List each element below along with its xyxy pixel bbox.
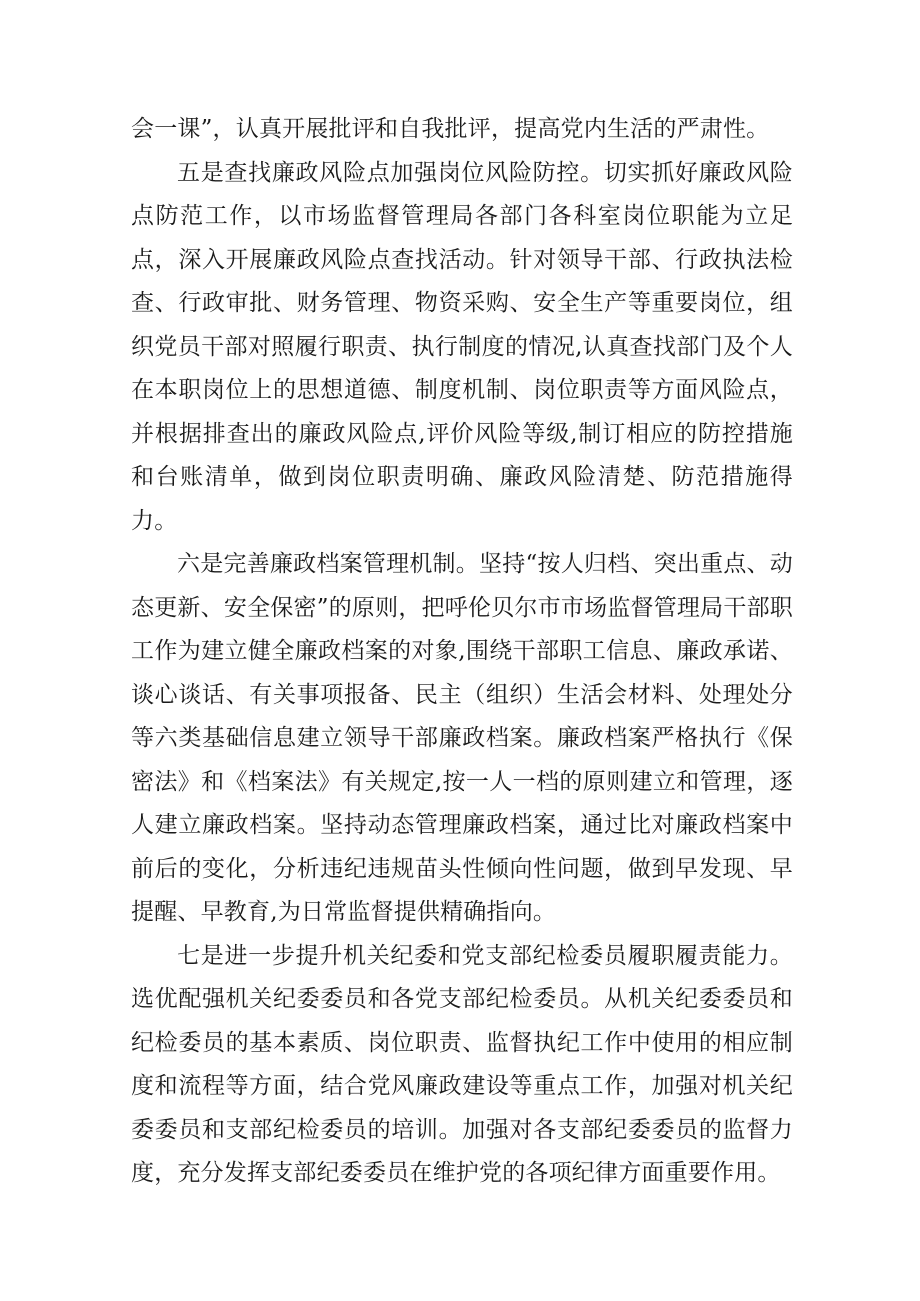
paragraph-five-risk-control: 五是查找廉政风险点加强岗位风险防控。切实抓好廉政风险点防范工作，以市场监督管理局各部门各科室岗位职能为立足点，深入开展廉政风险点查找活动。针对领导干部、行政执法检查、行政审批、财务管理、物资采购、安全生产等重要岗位，组织党员干部对照履行职责、执行制度的情况,认真查找部门及个人在本职岗位上的思想道德、制度机制、岗位职责等方面风险点，并根据排查出的廉政风险点,评价风险等级,制订相应的防控措施和台账清单，做到岗位职责明确、廉政风险清楚、防范措施得力。 [131, 159, 793, 534]
paragraph-continuation: 会一课”，认真开展批评和自我批评，提高党内生活的严肃性。 [131, 116, 770, 142]
paragraph-six-integrity-archives: 六是完善廉政档案管理机制。坚持“按人归档、突出重点、动态更新、安全保密”的原则，把呼伦贝尔市市场监督管理局干部职工作为建立健全廉政档案的对象,围绕干部职工信息、廉政承诺、谈心谈话、有关事项报备、民主（组织）生活会材料、处理处分等六类基础信息建立领导干部廉政档案。廉政档案严格执行《保密法》和《档案法》有关规定,按一人一档的原则建立和管理，逐人建立廉政档案。坚持动态管理廉政档案，通过比对廉政档案中前后的变化，分析违纪违规苗头性倾向性问题，做到早发现、早提醒、早教育,为日常监督提供精确指向。 [131, 551, 793, 925]
document-body [131, 108, 793, 1196]
paragraph-seven-discipline-committee: 七是进一步提升机关纪委和党支部纪检委员履职履责能力。选优配强机关纪委委员和各党支部纪检委员。从机关纪委委员和纪检委员的基本素质、岗位职责、监督执纪工作中使用的相应制度和流程等方面，结合党风廉政建设等重点工作，加强对机关纪委委员和支部纪检委员的培训。加强对各支部纪委委员的监督力度，充分发挥支部纪委委员在维护党的各项纪律方面重要作用。 [131, 942, 793, 1186]
